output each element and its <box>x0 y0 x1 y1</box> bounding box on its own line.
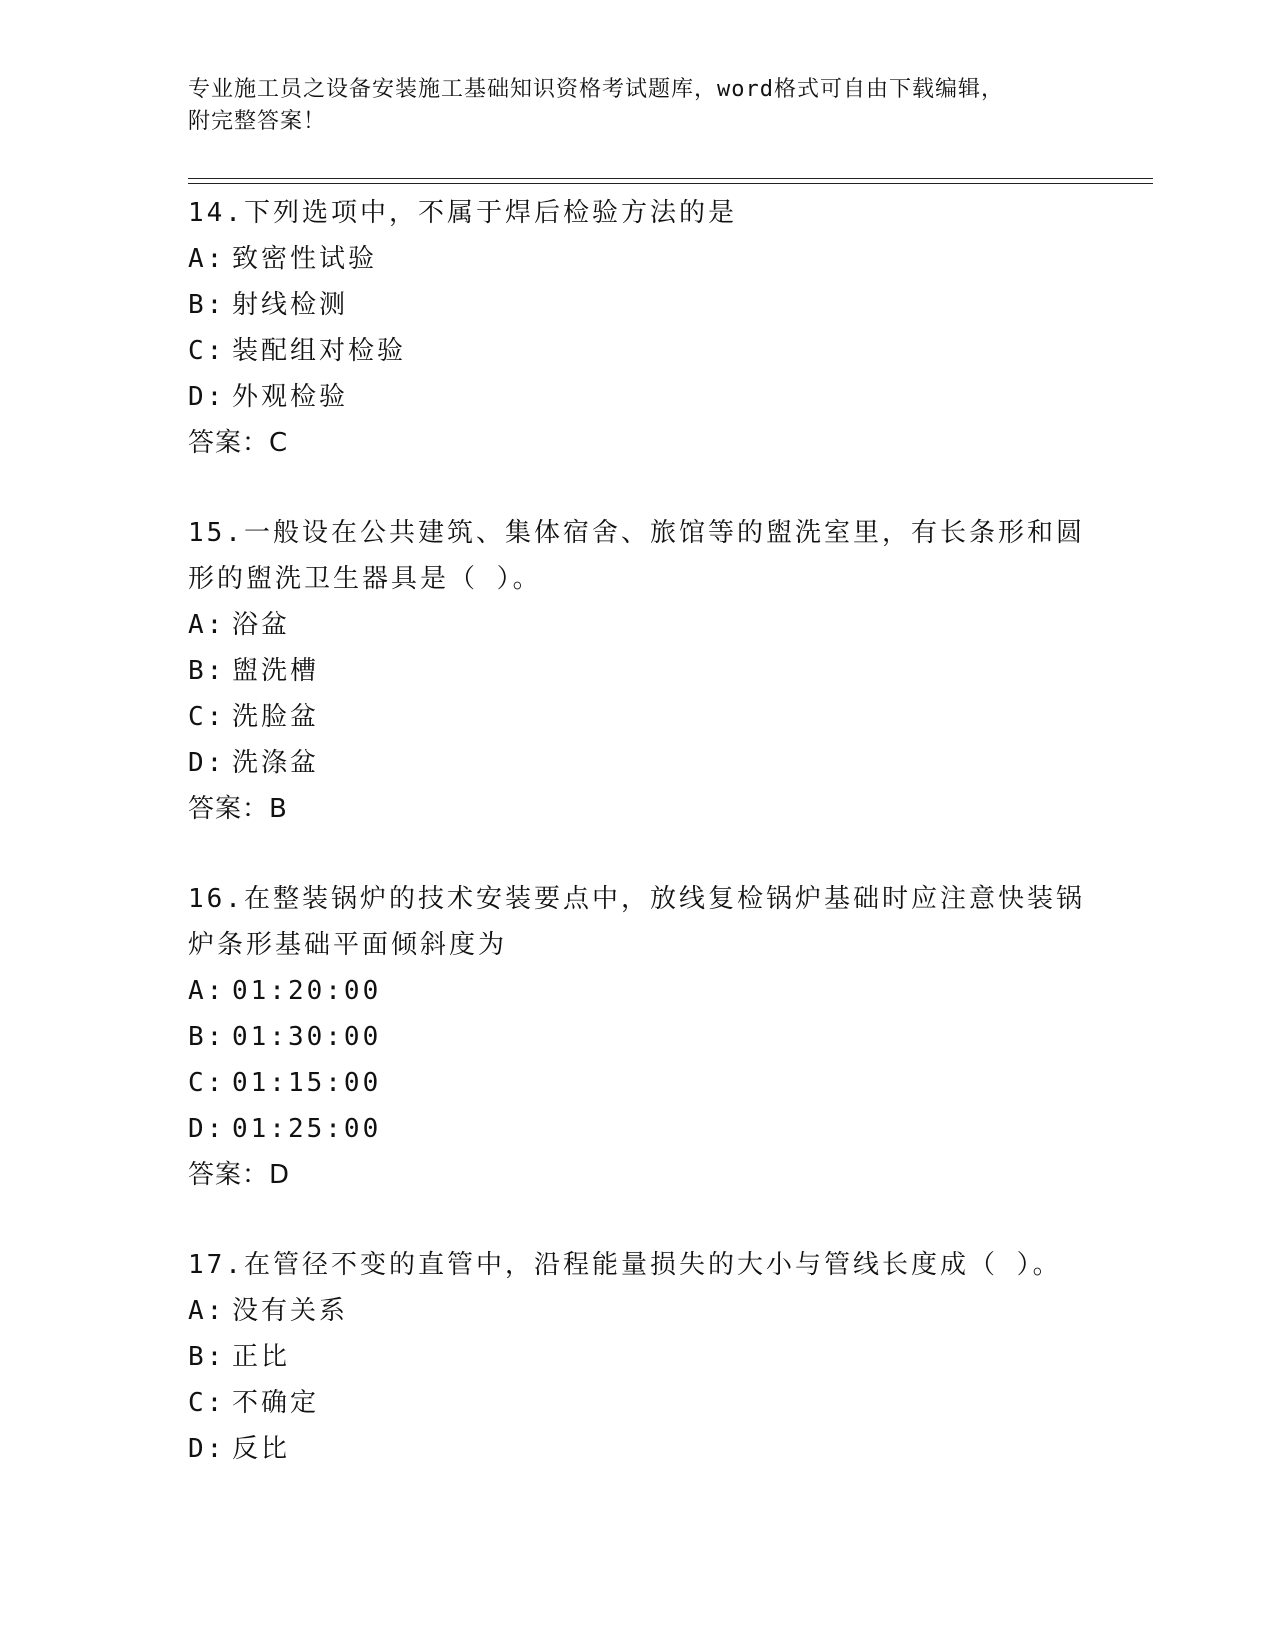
option-key: C: <box>188 1388 226 1418</box>
option-key: B: <box>188 1342 226 1372</box>
option-c <box>188 1380 1088 1426</box>
question-list <box>188 190 1088 1516</box>
divider-line-top <box>188 178 1153 179</box>
option-c <box>188 694 1088 740</box>
option-key: A: <box>188 1296 226 1326</box>
option-key: B: <box>188 656 226 686</box>
option-text: 外观检验 <box>232 382 349 412</box>
option-text: 洗脸盆 <box>232 702 320 732</box>
answer-line: 答案：B <box>188 794 288 824</box>
option-a <box>188 602 1088 648</box>
header-line-1: 专业施工员之设备安装施工基础知识资格考试题库，word格式可自由下载编辑， <box>188 77 1004 102</box>
question-17 <box>188 1242 1088 1472</box>
option-key: C: <box>188 702 226 732</box>
option-text: 01:15:00 <box>232 1068 382 1098</box>
option-text: 射线检测 <box>232 290 349 320</box>
option-text: 浴盆 <box>232 610 291 640</box>
option-d <box>188 1106 1088 1152</box>
option-a <box>188 968 1088 1014</box>
option-b <box>188 282 1088 328</box>
option-text: 致密性试验 <box>232 244 378 274</box>
option-c <box>188 1060 1088 1106</box>
option-text: 01:30:00 <box>232 1022 382 1052</box>
document-header <box>188 74 1088 138</box>
option-a <box>188 236 1088 282</box>
question-16 <box>188 876 1088 1198</box>
answer-line: 答案：C <box>188 428 289 458</box>
answer-line: 答案：D <box>188 1160 291 1190</box>
question-text: 16.在整装锅炉的技术安装要点中，放线复检锅炉基础时应注意快装锅炉条形基础平面倾斜度为 <box>188 884 1085 960</box>
option-text: 反比 <box>232 1434 291 1464</box>
option-key: D: <box>188 382 226 412</box>
option-text: 01:25:00 <box>232 1114 382 1144</box>
question-text: 17.在管径不变的直管中，沿程能量损失的大小与管线长度成（ ）。 <box>188 1250 1062 1280</box>
option-text: 装配组对检验 <box>232 336 407 366</box>
option-key: A: <box>188 244 226 274</box>
option-text: 不确定 <box>232 1388 320 1418</box>
option-key: A: <box>188 976 226 1006</box>
question-text: 15.一般设在公共建筑、集体宿舍、旅馆等的盥洗室里，有长条形和圆形的盥洗卫生器具是（ ）。 <box>188 518 1085 594</box>
option-text: 洗涤盆 <box>232 748 320 778</box>
header-line-2: 附完整答案！ <box>188 109 327 134</box>
option-text: 正比 <box>232 1342 291 1372</box>
option-b <box>188 648 1088 694</box>
option-d <box>188 1426 1088 1472</box>
option-a <box>188 1288 1088 1334</box>
question-14 <box>188 190 1088 466</box>
option-key: D: <box>188 1434 226 1464</box>
divider-line-bottom <box>188 183 1153 184</box>
option-b <box>188 1014 1088 1060</box>
question-15 <box>188 510 1088 832</box>
option-key: C: <box>188 336 226 366</box>
option-key: D: <box>188 748 226 778</box>
option-key: A: <box>188 610 226 640</box>
option-key: C: <box>188 1068 226 1098</box>
option-key: B: <box>188 290 226 320</box>
question-text: 14.下列选项中，不属于焊后检验方法的是 <box>188 198 737 228</box>
option-text: 没有关系 <box>232 1296 349 1326</box>
option-d <box>188 374 1088 420</box>
option-key: D: <box>188 1114 226 1144</box>
option-b <box>188 1334 1088 1380</box>
option-key: B: <box>188 1022 226 1052</box>
option-text: 01:20:00 <box>232 976 382 1006</box>
option-c <box>188 328 1088 374</box>
option-d <box>188 740 1088 786</box>
option-text: 盥洗槽 <box>232 656 320 686</box>
